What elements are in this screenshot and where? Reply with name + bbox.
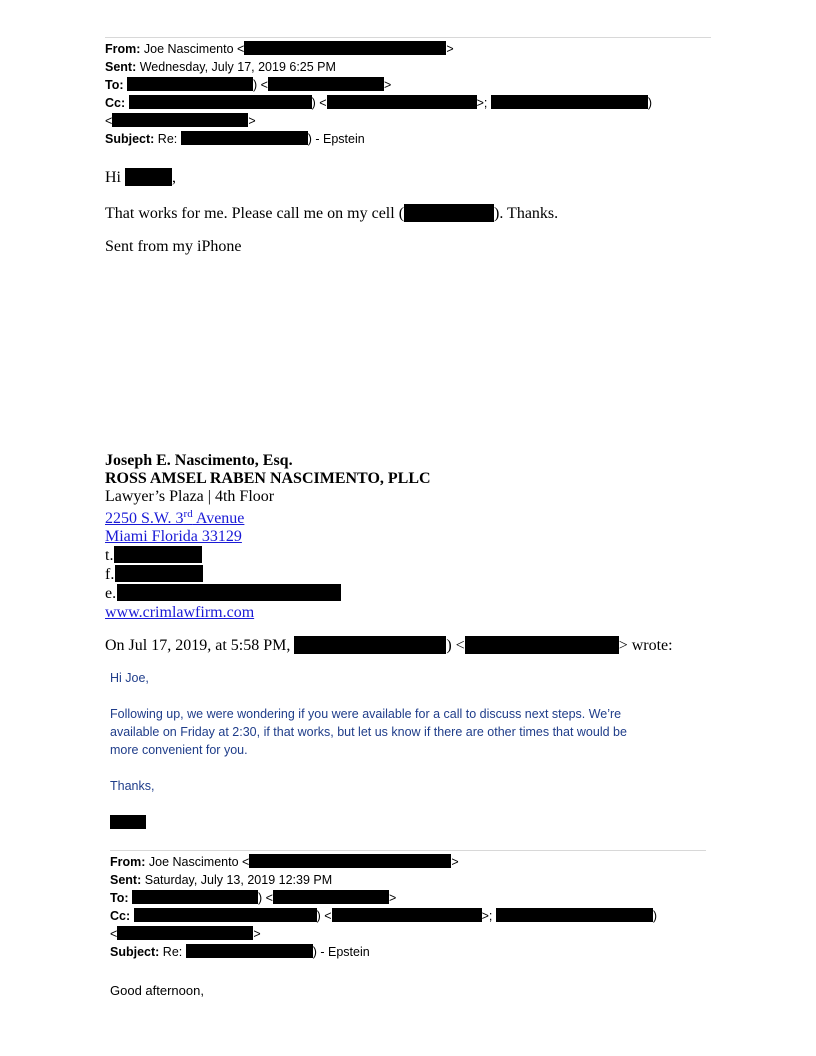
header2-subject-line bbox=[110, 943, 370, 961]
bracket: > bbox=[248, 114, 256, 128]
header2-to-line bbox=[110, 889, 396, 907]
separator: ) < bbox=[258, 891, 273, 905]
separator: >; bbox=[481, 909, 493, 923]
phone-label: t. bbox=[105, 547, 114, 565]
redacted-subject bbox=[181, 131, 308, 145]
redacted-name bbox=[134, 908, 317, 922]
reply-text-end: ). Thanks. bbox=[494, 205, 559, 222]
sent-value: Saturday, July 13, 2019 12:39 PM bbox=[144, 873, 333, 887]
quote-intro bbox=[105, 636, 673, 655]
from-label: From: bbox=[105, 42, 141, 56]
signature-block bbox=[105, 452, 431, 622]
redacted-email bbox=[327, 95, 477, 109]
fax-label: f. bbox=[105, 566, 115, 584]
bracket: > bbox=[388, 891, 397, 905]
signature-fax bbox=[105, 565, 431, 584]
subject-suffix: ) - Epstein bbox=[307, 132, 365, 146]
sent-label: Sent: bbox=[105, 60, 137, 74]
redacted-email bbox=[268, 77, 384, 91]
quoted-paragraph-line-1: Following up, we were wondering if you were available for a call to discuss next steps. We’re bbox=[110, 707, 622, 721]
email-label: e. bbox=[105, 585, 117, 603]
separator: ) < bbox=[311, 96, 327, 110]
redacted-email bbox=[273, 890, 389, 904]
header-sent-line bbox=[105, 58, 336, 76]
redacted-email bbox=[244, 41, 446, 55]
address-line-1[interactable] bbox=[105, 507, 431, 528]
sent-from-line: Sent from my iPhone bbox=[105, 238, 242, 255]
comma: , bbox=[172, 169, 176, 186]
header-to-line bbox=[105, 76, 391, 94]
quote-intro-end: > wrote: bbox=[618, 637, 673, 654]
bracket: > bbox=[253, 927, 261, 941]
separator: >; bbox=[476, 96, 488, 110]
quoted-closing: Thanks, bbox=[110, 779, 155, 793]
reply-line bbox=[105, 204, 558, 223]
address-ordinal[interactable]: rd bbox=[183, 507, 193, 520]
header2-from-line bbox=[110, 853, 459, 871]
redacted-name bbox=[129, 95, 312, 109]
bracket: < bbox=[105, 114, 113, 128]
redacted-name bbox=[294, 636, 446, 654]
subject-prefix: Re: bbox=[162, 945, 183, 959]
address-line-2[interactable]: Miami Florida 33129 bbox=[105, 527, 242, 545]
subject-suffix: ) - Epstein bbox=[312, 945, 370, 959]
header-divider bbox=[105, 37, 711, 38]
to-label: To: bbox=[110, 891, 129, 905]
header-from-line bbox=[105, 40, 454, 58]
signature-phone bbox=[105, 546, 431, 565]
redacted-phone bbox=[404, 204, 494, 222]
bracket: < bbox=[110, 927, 118, 941]
header2-cc-line bbox=[110, 907, 657, 925]
redacted-phone bbox=[114, 546, 202, 563]
separator: ) < bbox=[446, 637, 465, 654]
header-cc-line bbox=[105, 94, 652, 112]
signature-name: Joseph E. Nascimento, Esq. bbox=[105, 452, 293, 469]
subject-prefix: Re: bbox=[157, 132, 178, 146]
greeting-text: Hi bbox=[105, 169, 121, 186]
header-cc-line-2 bbox=[105, 112, 256, 130]
address-street[interactable]: 2250 S.W. 3 bbox=[105, 509, 184, 527]
sent-value: Wednesday, July 17, 2019 6:25 PM bbox=[139, 60, 336, 74]
quoted-greeting: Hi Joe, bbox=[110, 671, 149, 685]
redacted-email bbox=[112, 113, 248, 127]
subject-label: Subject: bbox=[110, 945, 160, 959]
reply-greeting bbox=[105, 168, 176, 187]
separator: ) < bbox=[316, 909, 332, 923]
redacted-name bbox=[496, 908, 653, 922]
redacted-email bbox=[117, 926, 253, 940]
signature-firm: ROSS AMSEL RABEN NASCIMENTO, PLLC bbox=[105, 470, 431, 488]
redacted-subject bbox=[186, 944, 313, 958]
bracket: > bbox=[446, 42, 454, 56]
quoted-paragraph-line-3: more convenient for you. bbox=[110, 743, 248, 757]
from-label: From: bbox=[110, 855, 146, 869]
quoted-paragraph-line-2: available on Friday at 2:30, if that works, but let us know if there are other times that would be bbox=[110, 725, 627, 739]
redacted-email bbox=[465, 636, 619, 654]
redacted-signature bbox=[110, 815, 146, 829]
redacted-fax bbox=[115, 565, 203, 582]
bracket: ) bbox=[647, 96, 653, 110]
website-link[interactable]: www.crimlawfirm.com bbox=[105, 603, 255, 621]
bracket: ) bbox=[652, 909, 658, 923]
redacted-name bbox=[127, 77, 253, 91]
signature-email bbox=[105, 584, 431, 603]
quote-intro-text: On Jul 17, 2019, at 5:58 PM, bbox=[105, 637, 291, 654]
redacted-email bbox=[249, 854, 451, 868]
from-name: Joe Nascimento < bbox=[148, 855, 250, 869]
bracket: > bbox=[383, 78, 392, 92]
bracket: > bbox=[451, 855, 459, 869]
cc-label: Cc: bbox=[105, 96, 126, 110]
closing-greeting: Good afternoon, bbox=[110, 983, 204, 998]
header2-sent-line bbox=[110, 871, 332, 889]
header2-cc-line-2 bbox=[110, 925, 261, 943]
redacted-name bbox=[132, 890, 258, 904]
redacted-email bbox=[332, 908, 482, 922]
signature-plaza: Lawyer’s Plaza | 4th Floor bbox=[105, 488, 275, 506]
sent-label: Sent: bbox=[110, 873, 142, 887]
cc-label: Cc: bbox=[110, 909, 131, 923]
redacted-name bbox=[491, 95, 648, 109]
reply-text: That works for me. Please call me on my cell ( bbox=[105, 205, 405, 222]
address-avenue[interactable]: Avenue bbox=[192, 509, 245, 527]
header-subject-line bbox=[105, 130, 365, 148]
from-name: Joe Nascimento < bbox=[143, 42, 245, 56]
separator: ) < bbox=[253, 78, 268, 92]
redacted-name bbox=[125, 168, 172, 186]
subject-label: Subject: bbox=[105, 132, 155, 146]
to-label: To: bbox=[105, 78, 124, 92]
redacted-email bbox=[117, 584, 341, 601]
header-divider bbox=[110, 850, 706, 851]
